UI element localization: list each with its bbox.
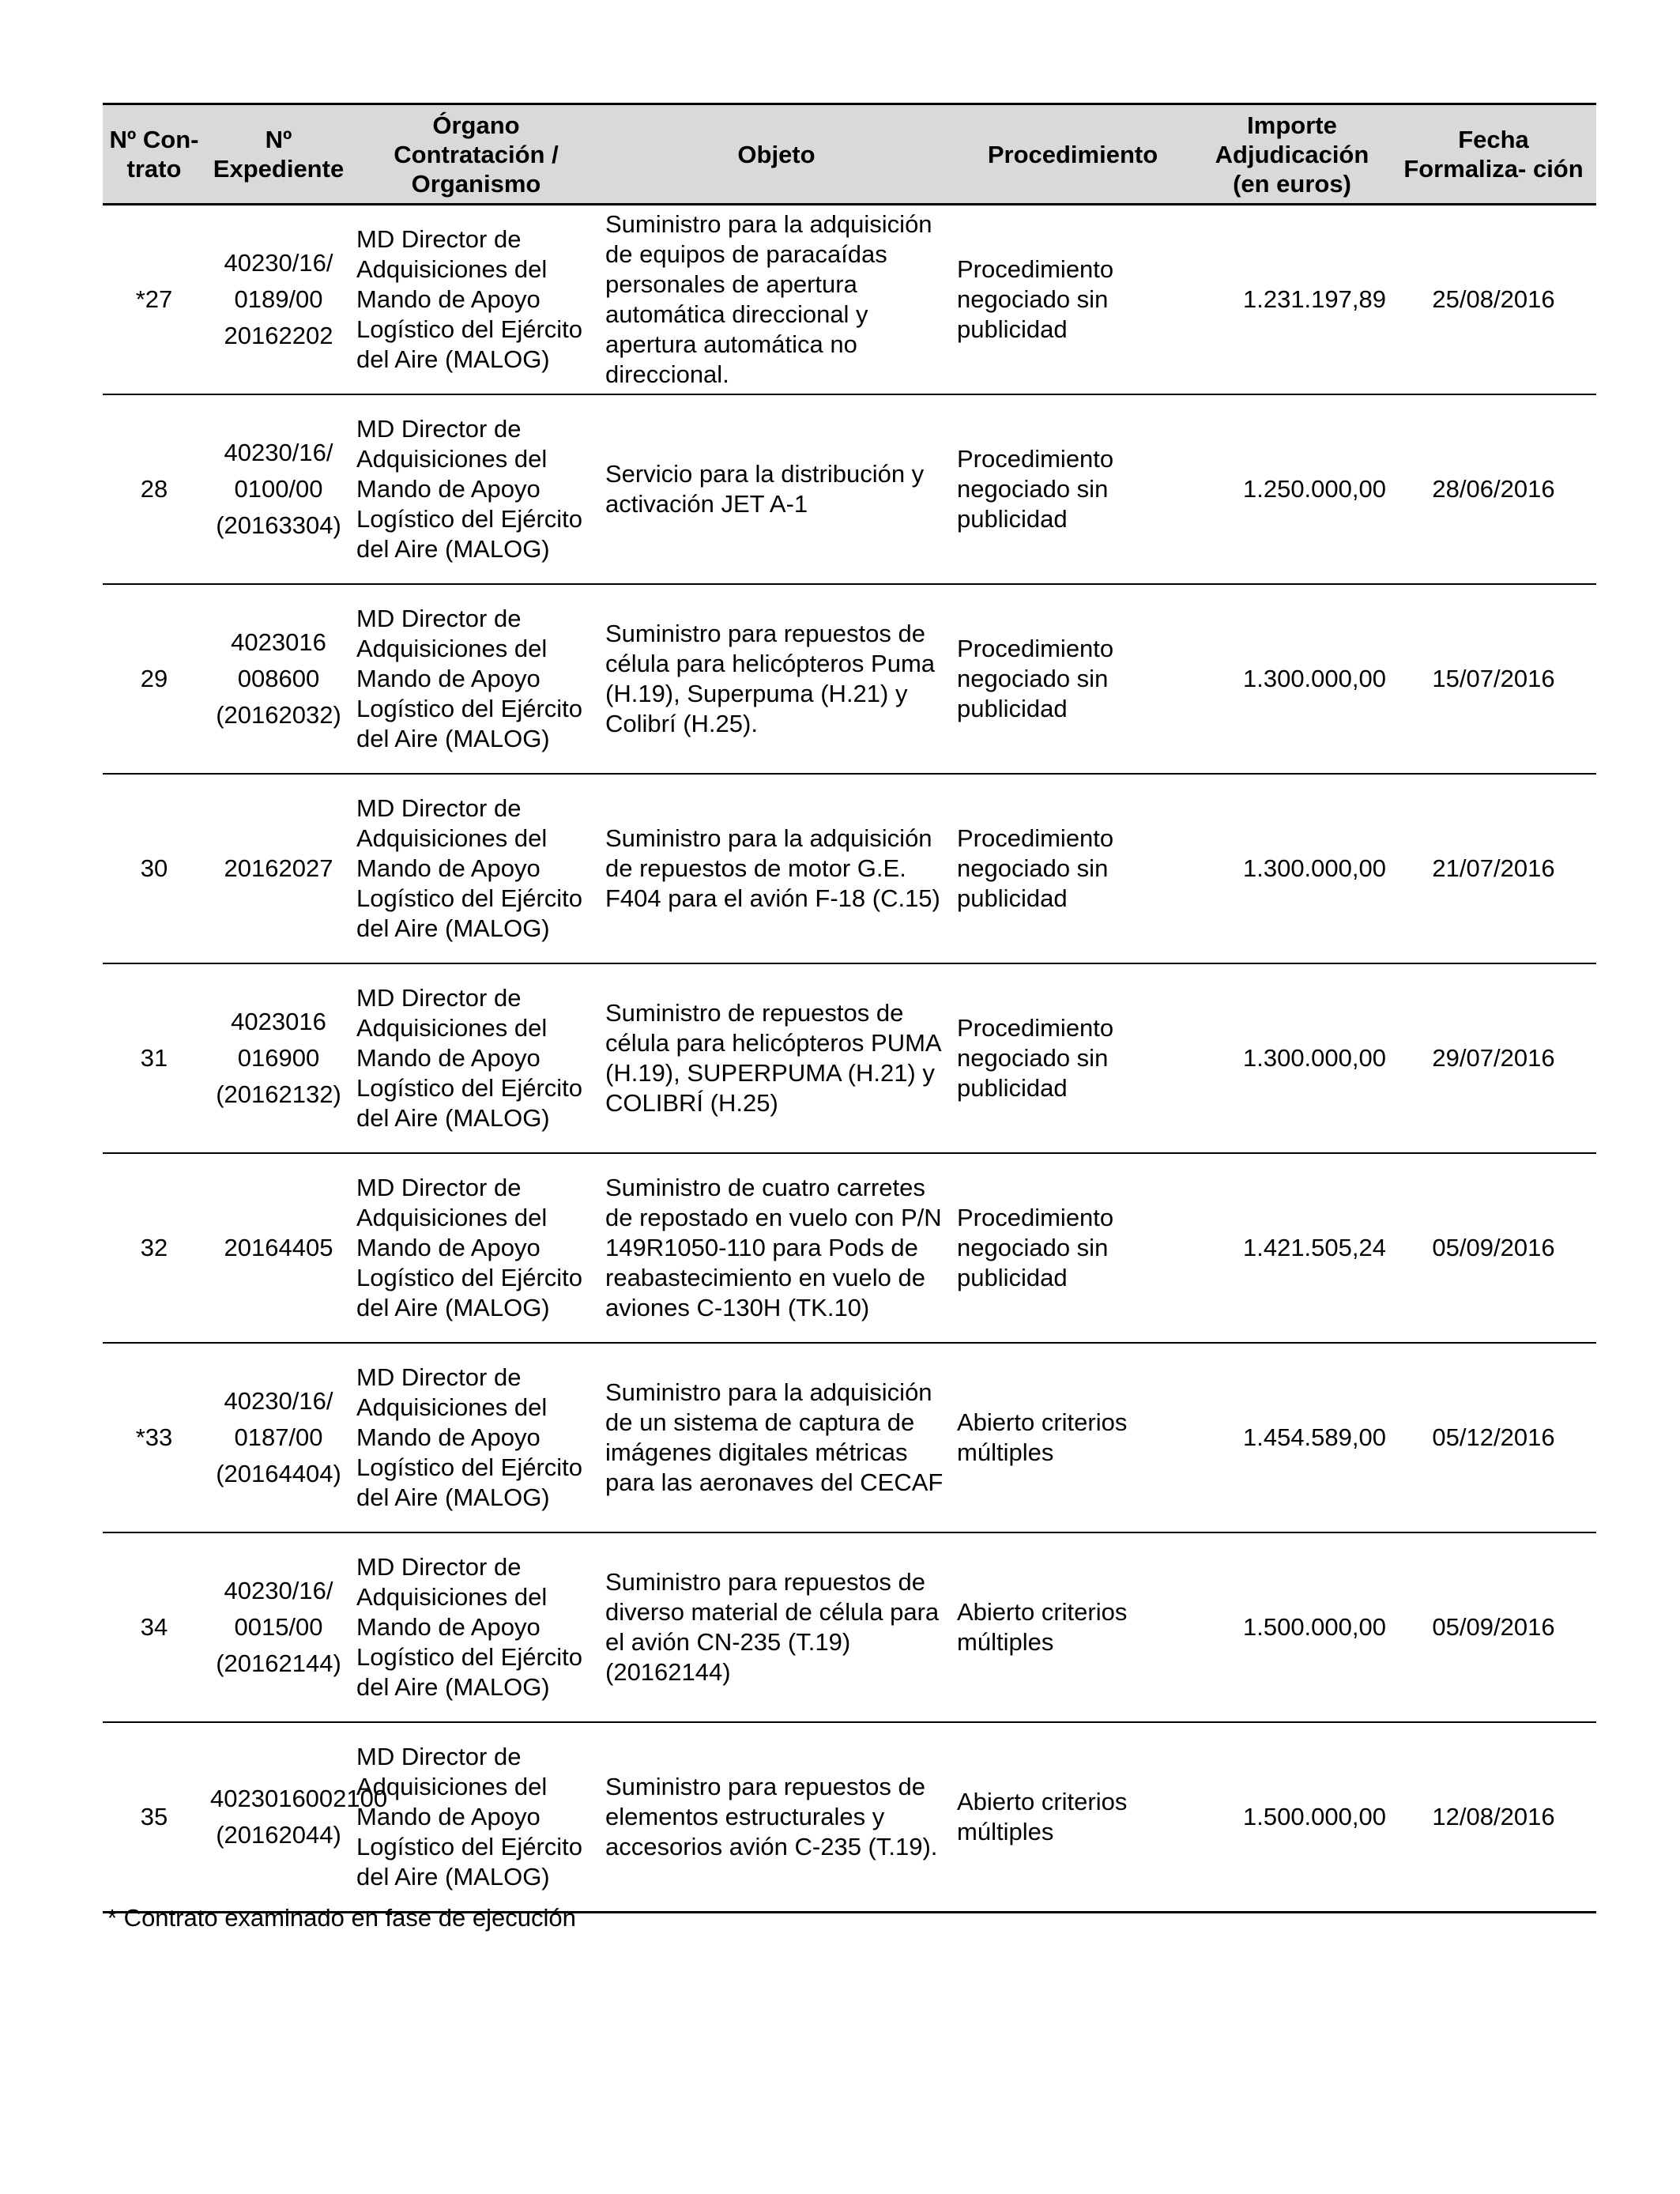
- expediente-line: 008600: [237, 665, 320, 692]
- contract-number-cell: 28: [103, 394, 205, 584]
- contract-number-cell: 35: [103, 1722, 205, 1913]
- expediente-line: (20163304): [216, 511, 341, 539]
- importe-cell: 1.300.000,00: [1193, 584, 1391, 774]
- expediente-line: 20164405: [224, 1234, 333, 1261]
- organo-cell: MD Director de Adquisiciones del Mando de Apoyo Logístico del Ejército del Aire (MALOG): [352, 1153, 601, 1343]
- expediente-line: 40230/16/: [224, 439, 333, 466]
- header-no-contrato: Nº Con- trato: [103, 104, 205, 205]
- expediente-line: 40230/16/: [224, 1577, 333, 1604]
- importe-cell: 1.250.000,00: [1193, 394, 1391, 584]
- fecha-cell: 25/08/2016: [1391, 205, 1596, 395]
- table-body: [103, 205, 1596, 1913]
- objeto-cell: Suministro para la adquisición de repuestos de motor G.E. F404 para el avión F-18 (C.15): [601, 774, 952, 963]
- importe-cell: 1.454.589,00: [1193, 1343, 1391, 1532]
- expediente-cell: [205, 584, 352, 774]
- header-no-expediente: Nº Expediente: [205, 104, 352, 205]
- organo-cell: MD Director de Adquisiciones del Mando de Apoyo Logístico del Ejército del Aire (MALOG): [352, 1532, 601, 1722]
- fecha-cell: 28/06/2016: [1391, 394, 1596, 584]
- objeto-cell: Suministro para la adquisición de equipos de paracaídas personales de apertura automática direccional y apertura automática no direccional.: [601, 205, 952, 395]
- objeto-cell: Suministro de cuatro carretes de repostado en vuelo con P/N 149R1050-110 para Pods de reabastecimiento en vuelo de aviones C-130H (TK.10): [601, 1153, 952, 1343]
- expediente-line: 0015/00: [234, 1613, 323, 1641]
- expediente-line: 20162027: [224, 854, 333, 882]
- fecha-cell: 29/07/2016: [1391, 963, 1596, 1153]
- table-row: [103, 205, 1596, 395]
- expediente-line: (20162132): [216, 1080, 341, 1108]
- expediente-line: (20162032): [216, 701, 341, 729]
- fecha-cell: 05/12/2016: [1391, 1343, 1596, 1532]
- procedimiento-cell: Procedimiento negociado sin publicidad: [952, 774, 1193, 963]
- expediente-line: (20164404): [216, 1460, 341, 1487]
- procedimiento-cell: Abierto criterios múltiples: [952, 1532, 1193, 1722]
- objeto-cell: Suministro para repuestos de diverso material de célula para el avión CN-235 (T.19) (20162144): [601, 1532, 952, 1722]
- importe-cell: 1.300.000,00: [1193, 774, 1391, 963]
- contract-number-cell: 30: [103, 774, 205, 963]
- importe-cell: 1.231.197,89: [1193, 205, 1391, 395]
- table-row: [103, 1532, 1596, 1722]
- expediente-line: 20162202: [224, 322, 333, 349]
- procedimiento-cell: Procedimiento negociado sin publicidad: [952, 1153, 1193, 1343]
- contract-number-cell: 34: [103, 1532, 205, 1722]
- expediente-line: 4023016: [231, 1008, 326, 1035]
- header-procedimiento: Procedimiento: [952, 104, 1193, 205]
- contract-number-cell: 32: [103, 1153, 205, 1343]
- objeto-cell: Suministro para repuestos de célula para helicópteros Puma (H.19), Superpuma (H.21) y Colibrí (H.25).: [601, 584, 952, 774]
- expediente-cell: [205, 1153, 352, 1343]
- fecha-cell: 12/08/2016: [1391, 1722, 1596, 1913]
- table-row: [103, 963, 1596, 1153]
- objeto-cell: Servicio para la distribución y activación JET A-1: [601, 394, 952, 584]
- expediente-cell: [205, 1343, 352, 1532]
- procedimiento-cell: Abierto criterios múltiples: [952, 1722, 1193, 1913]
- importe-cell: 1.300.000,00: [1193, 963, 1391, 1153]
- expediente-line: 40230/16/: [224, 249, 333, 277]
- expediente-line: 4023016: [231, 628, 326, 656]
- header-importe: Importe Adjudicación (en euros): [1193, 104, 1391, 205]
- objeto-cell: Suministro de repuestos de célula para helicópteros PUMA (H.19), SUPERPUMA (H.21) y COLIBRÍ (H.25): [601, 963, 952, 1153]
- procedimiento-cell: Procedimiento negociado sin publicidad: [952, 584, 1193, 774]
- expediente-line: 40230/16/: [224, 1387, 333, 1415]
- header-objeto: Objeto: [601, 104, 952, 205]
- expediente-cell: [205, 963, 352, 1153]
- header-fecha: Fecha Formaliza- ción: [1391, 104, 1596, 205]
- header-organo: Órgano Contratación / Organismo: [352, 104, 601, 205]
- organo-cell: MD Director de Adquisiciones del Mando de Apoyo Logístico del Ejército del Aire (MALOG): [352, 205, 601, 395]
- organo-cell: MD Director de Adquisiciones del Mando de Apoyo Logístico del Ejército del Aire (MALOG): [352, 774, 601, 963]
- organo-cell: MD Director de Adquisiciones del Mando de Apoyo Logístico del Ejército del Aire (MALOG): [352, 584, 601, 774]
- expediente-line: 016900: [237, 1044, 320, 1072]
- table-row: [103, 1343, 1596, 1532]
- expediente-cell: [205, 774, 352, 963]
- importe-cell: 1.421.505,24: [1193, 1153, 1391, 1343]
- expediente-cell: [205, 205, 352, 395]
- procedimiento-cell: Procedimiento negociado sin publicidad: [952, 963, 1193, 1153]
- expediente-line: 0189/00: [234, 285, 323, 313]
- table-row: [103, 774, 1596, 963]
- objeto-cell: Suministro para repuestos de elementos estructurales y accesorios avión C-235 (T.19).: [601, 1722, 952, 1913]
- procedimiento-cell: Procedimiento negociado sin publicidad: [952, 205, 1193, 395]
- contracts-table: [103, 103, 1596, 1913]
- table-row: [103, 584, 1596, 774]
- importe-cell: 1.500.000,00: [1193, 1722, 1391, 1913]
- table-row: [103, 1153, 1596, 1343]
- organo-cell: MD Director de Adquisiciones del Mando de Apoyo Logístico del Ejército del Aire (MALOG): [352, 394, 601, 584]
- organo-cell: MD Director de Adquisiciones del Mando de Apoyo Logístico del Ejército del Aire (MALOG): [352, 1722, 601, 1913]
- contract-number-cell: 29: [103, 584, 205, 774]
- procedimiento-cell: Procedimiento negociado sin publicidad: [952, 394, 1193, 584]
- importe-cell: 1.500.000,00: [1193, 1532, 1391, 1722]
- fecha-cell: 15/07/2016: [1391, 584, 1596, 774]
- table-row: [103, 1722, 1596, 1913]
- expediente-line: 0187/00: [234, 1423, 323, 1451]
- table-row: [103, 394, 1596, 584]
- expediente-line: (20162144): [216, 1649, 341, 1677]
- procedimiento-cell: Abierto criterios múltiples: [952, 1343, 1193, 1532]
- fecha-cell: 05/09/2016: [1391, 1532, 1596, 1722]
- table-header-row: [103, 104, 1596, 205]
- contract-number-cell: 31: [103, 963, 205, 1153]
- expediente-line: (20162044): [216, 1821, 341, 1849]
- organo-cell: MD Director de Adquisiciones del Mando de Apoyo Logístico del Ejército del Aire (MALOG): [352, 1343, 601, 1532]
- organo-cell: MD Director de Adquisiciones del Mando de Apoyo Logístico del Ejército del Aire (MALOG): [352, 963, 601, 1153]
- expediente-cell: [205, 1722, 388, 1913]
- expediente-line: 0100/00: [234, 475, 323, 503]
- expediente-line: 4023016002100: [210, 1785, 388, 1812]
- footnote: * Contrato examinado en fase de ejecución: [107, 1904, 576, 1932]
- expediente-cell: [205, 394, 352, 584]
- contract-number-cell: *33: [103, 1343, 205, 1532]
- fecha-cell: 05/09/2016: [1391, 1153, 1596, 1343]
- expediente-cell: [205, 1532, 352, 1722]
- contract-number-cell: *27: [103, 205, 205, 395]
- objeto-cell: Suministro para la adquisición de un sistema de captura de imágenes digitales métricas para las aeronaves del CECAF: [601, 1343, 952, 1532]
- fecha-cell: 21/07/2016: [1391, 774, 1596, 963]
